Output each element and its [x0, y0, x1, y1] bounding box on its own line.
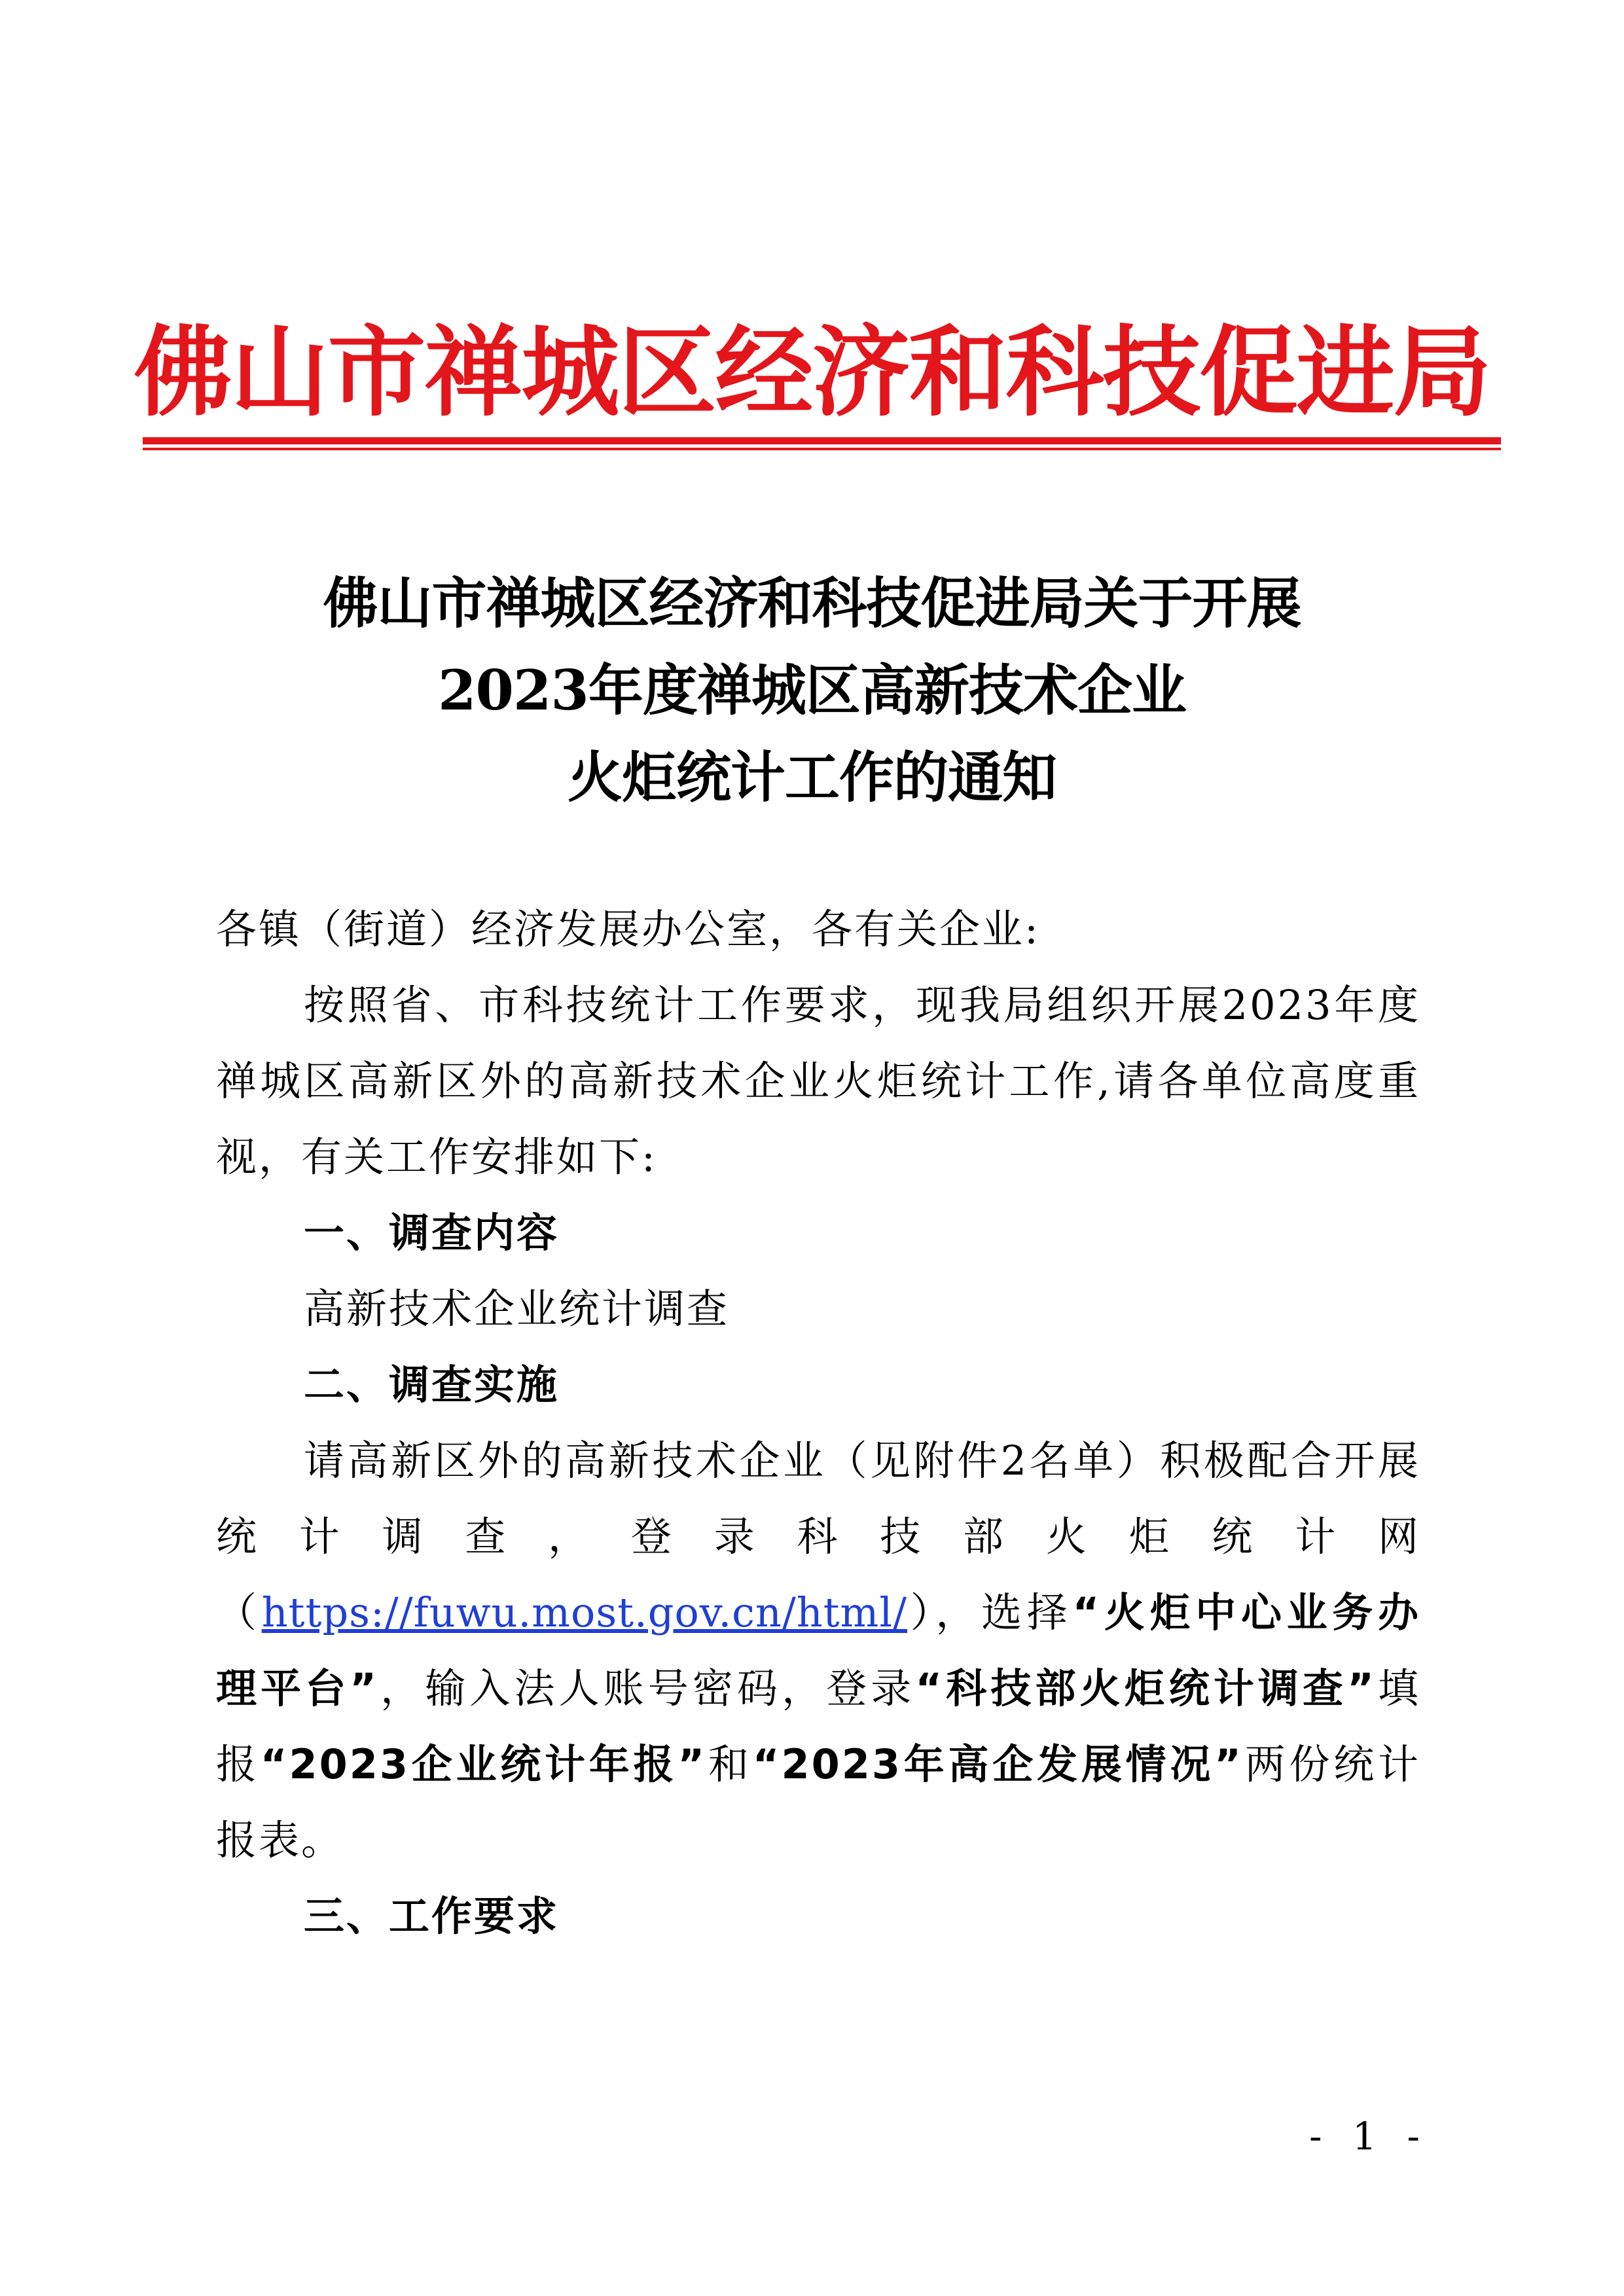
salutation: 各镇（街道）经济发展办公室，各有关企业: — [216, 905, 1040, 953]
document-title — [0, 560, 1624, 821]
section-3-heading: 三、工作要求 — [304, 1892, 560, 1940]
section-2-text-mid-1: ，输入法人账号密码，登录 — [378, 1664, 916, 1712]
section-2-paragraph — [216, 1423, 1420, 1878]
report-name-1: “2023企业统计年报” — [260, 1740, 707, 1788]
header-rule-thick — [143, 437, 1501, 444]
agency-header: 佛山市禅城区经济和科技促进局 — [134, 316, 1490, 430]
section-2-text-after-link: ），选择 — [907, 1588, 1073, 1636]
section-2-heading: 二、调查实施 — [304, 1361, 560, 1408]
document-body — [216, 891, 1420, 1954]
section-2-text-mid-3: 和 — [706, 1740, 753, 1788]
title-line-3: 火炬统计工作的通知 — [567, 745, 1056, 810]
header-rule-thin — [143, 448, 1501, 450]
section-2-text-mid-2: 填报 — [216, 1664, 1420, 1788]
report-name-2: “2023年高企发展情况” — [752, 1740, 1243, 1788]
section-1-heading: 一、调查内容 — [304, 1209, 560, 1257]
page-number: - 1 - — [1309, 2114, 1429, 2159]
section-1-text: 高新技术企业统计调查 — [304, 1285, 730, 1333]
title-line-1: 佛山市禅城区经济和科技促进局关于开展 — [323, 571, 1301, 636]
section-2-text-before-link: 请高新区外的高新技术企业（见附件2名单）积极配合开展统计调查，登录科技部火炬统计网（ — [216, 1437, 1420, 1636]
platform-name: “火炬中心业务办理平台” — [216, 1588, 1420, 1712]
survey-name: “科技部火炬统计调查” — [915, 1664, 1376, 1712]
section-2-text-end: 两份统计报表。 — [216, 1740, 1420, 1864]
title-line-2: 2023年度禅城区高新技术企业 — [438, 658, 1186, 723]
intro-paragraph: 按照省、市科技统计工作要求，现我局组织开展2023年度禅城区高新区外的高新技术企业火炬统计工作,请各单位高度重视，有关工作安排如下: — [216, 981, 1420, 1181]
torch-statistics-link[interactable]: https://fuwu.most.gov.cn/html/ — [261, 1588, 908, 1636]
